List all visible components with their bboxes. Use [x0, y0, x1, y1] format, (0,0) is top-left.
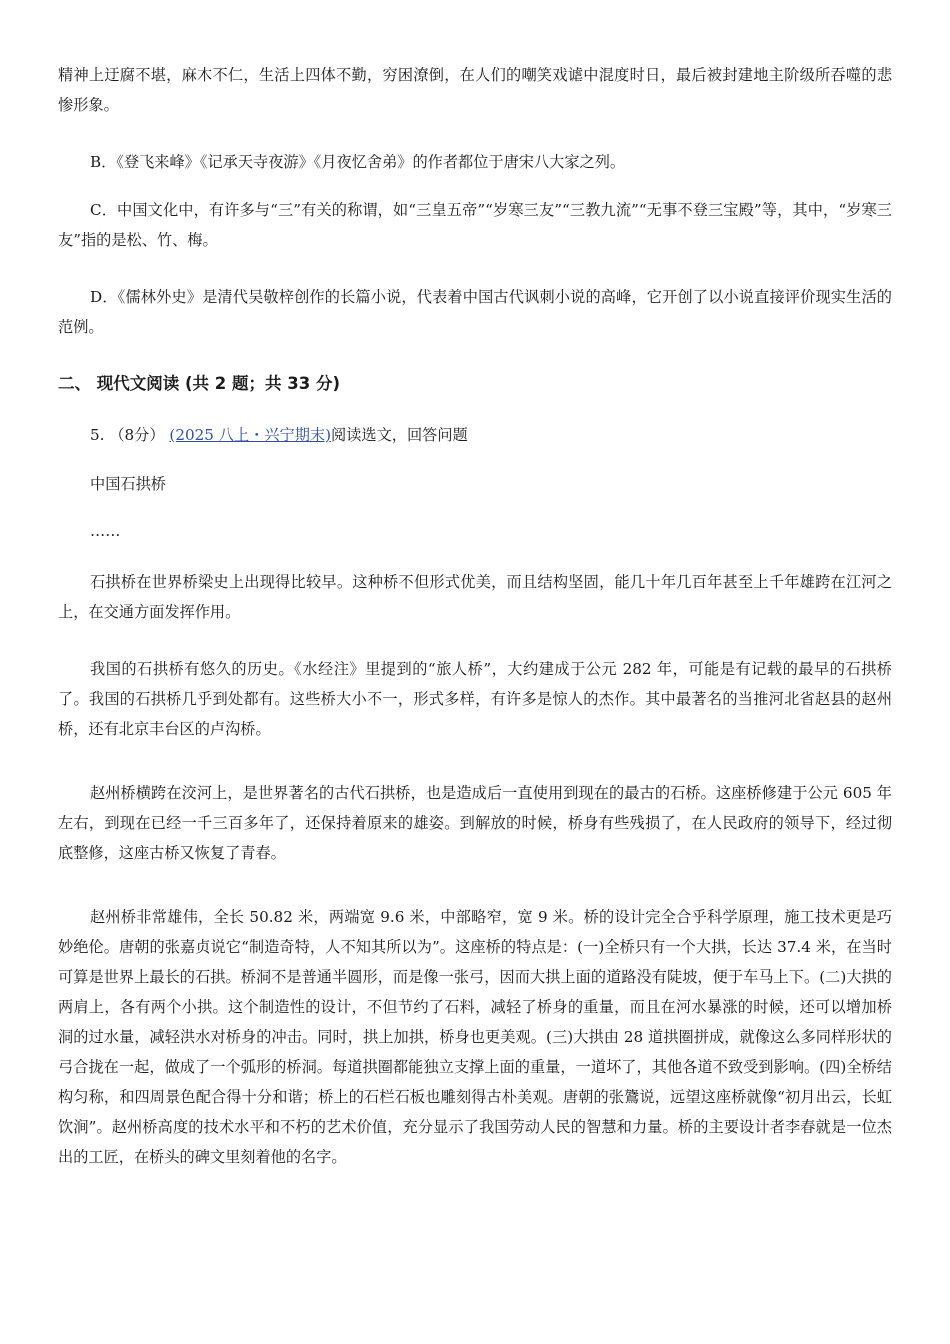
article-paragraph-3: 赵州桥横跨在洨河上，是世界著名的古代石拱桥，也是造成后一直使用到现在的最古的石桥。这座桥修建于公元 605 年左右，到现在已经一千三百多年了，还保持着原来的雄姿。到解放的时候，桥身有些残损了，在人民政府的领导下，经过彻底整修，这座古桥又恢复了青春。 — [58, 784, 892, 862]
option-d: D．《儒林外史》是清代吴敬梓创作的长篇小说，代表着中国古代讽刺小说的高峰，它开创了以小说直接评价现实生活的范例。 — [58, 288, 892, 336]
article-paragraph-2: 我国的石拱桥有悠久的历史。《水经注》里提到的“旅人桥”，大约建成于公元 282 年，可能是有记载的最早的石拱桥了。我国的石拱桥几乎到处都有。这些桥大小不一，形式多样，有许多是惊人的杰作。其中最著名的当推河北省赵县的赵州桥，还有北京丰台区的卢沟桥。 — [58, 660, 892, 738]
question-number: 5. — [90, 426, 105, 444]
source-link[interactable]: (2025 八上・兴宁期末) — [169, 426, 332, 444]
option-c: C．中国文化中，有许多与“三”有关的称谓，如“三皇五帝”“岁寒三友”“三教九流”“无事不登三宝殿”等，其中，“岁寒三友”指的是松、竹、梅。 — [58, 201, 892, 249]
prev-question-continuation: 精神上迂腐不堪，麻木不仁，生活上四体不勤，穷困潦倒，在人们的嘲笑戏谑中混度时日，最后被封建地主阶级所吞噬的悲惨形象。 — [58, 66, 892, 114]
question-score: （8分） — [109, 426, 165, 444]
article-paragraph-1: 石拱桥在世界桥梁史上出现得比较早。这种桥不但形式优美，而且结构坚固，能几十年几百年甚至上千年雄跨在江河之上，在交通方面发挥作用。 — [58, 573, 892, 621]
article-paragraph-4: 赵州桥非常雄伟，全长 50.82 米，两端宽 9.6 米，中部略窄，宽 9 米。桥的设计完全合乎科学原理，施工技术更是巧妙绝伦。唐朝的张嘉贞说它“制造奇特，人不知其所以为”。这座桥的特点是：(一)全桥只有一个大拱，长达 37.4 米，在当时可算是世界上最长的石拱。桥洞不是普通半圆形，而是像一张弓，因而大拱上面的道路没有陡坡，便于车马上下。(二)大拱的两肩上，各有两个小拱。这个制造性的设计，不但节约了石料，减轻了桥身的重量，而且在河水暴涨的时候，还可以增加桥洞的过水量，减轻洪水对桥身的冲击。同时，拱上加拱，桥身也更美观。(三)大拱由 28 道拱圈拼成，就像这么多同样形状的弓合拢在一起，做成了一个弧形的桥洞。每道拱圈都能独立支撑上面的重量，一道坏了，其他各道不致受到影响。(四)全桥结构匀称，和四周景色配合得十分和谐；桥上的石栏石板也雕刻得古朴美观。唐朝的张鷟说，远望这座桥就像“初月出云，长虹饮涧”。赵州桥高度的技术水平和不朽的艺术价值，充分显示了我国劳动人民的智慧和力量。桥的主要设计者李春就是一位杰出的工匠，在桥头的碑文里刻着他的名字。 — [58, 908, 892, 1166]
question-5-header — [58, 420, 892, 450]
section-title: 二、 现代文阅读 (共 2 题；共 33 分) — [58, 374, 340, 393]
question-prompt: 阅读选文，回答问题 — [331, 426, 468, 444]
option-b: B．《登飞来峰》《记承天寺夜游》《月夜忆舍弟》的作者都位于唐宋八大家之列。 — [90, 153, 626, 171]
article-title: 中国石拱桥 — [90, 475, 166, 493]
article-ellipsis: …… — [90, 522, 121, 540]
